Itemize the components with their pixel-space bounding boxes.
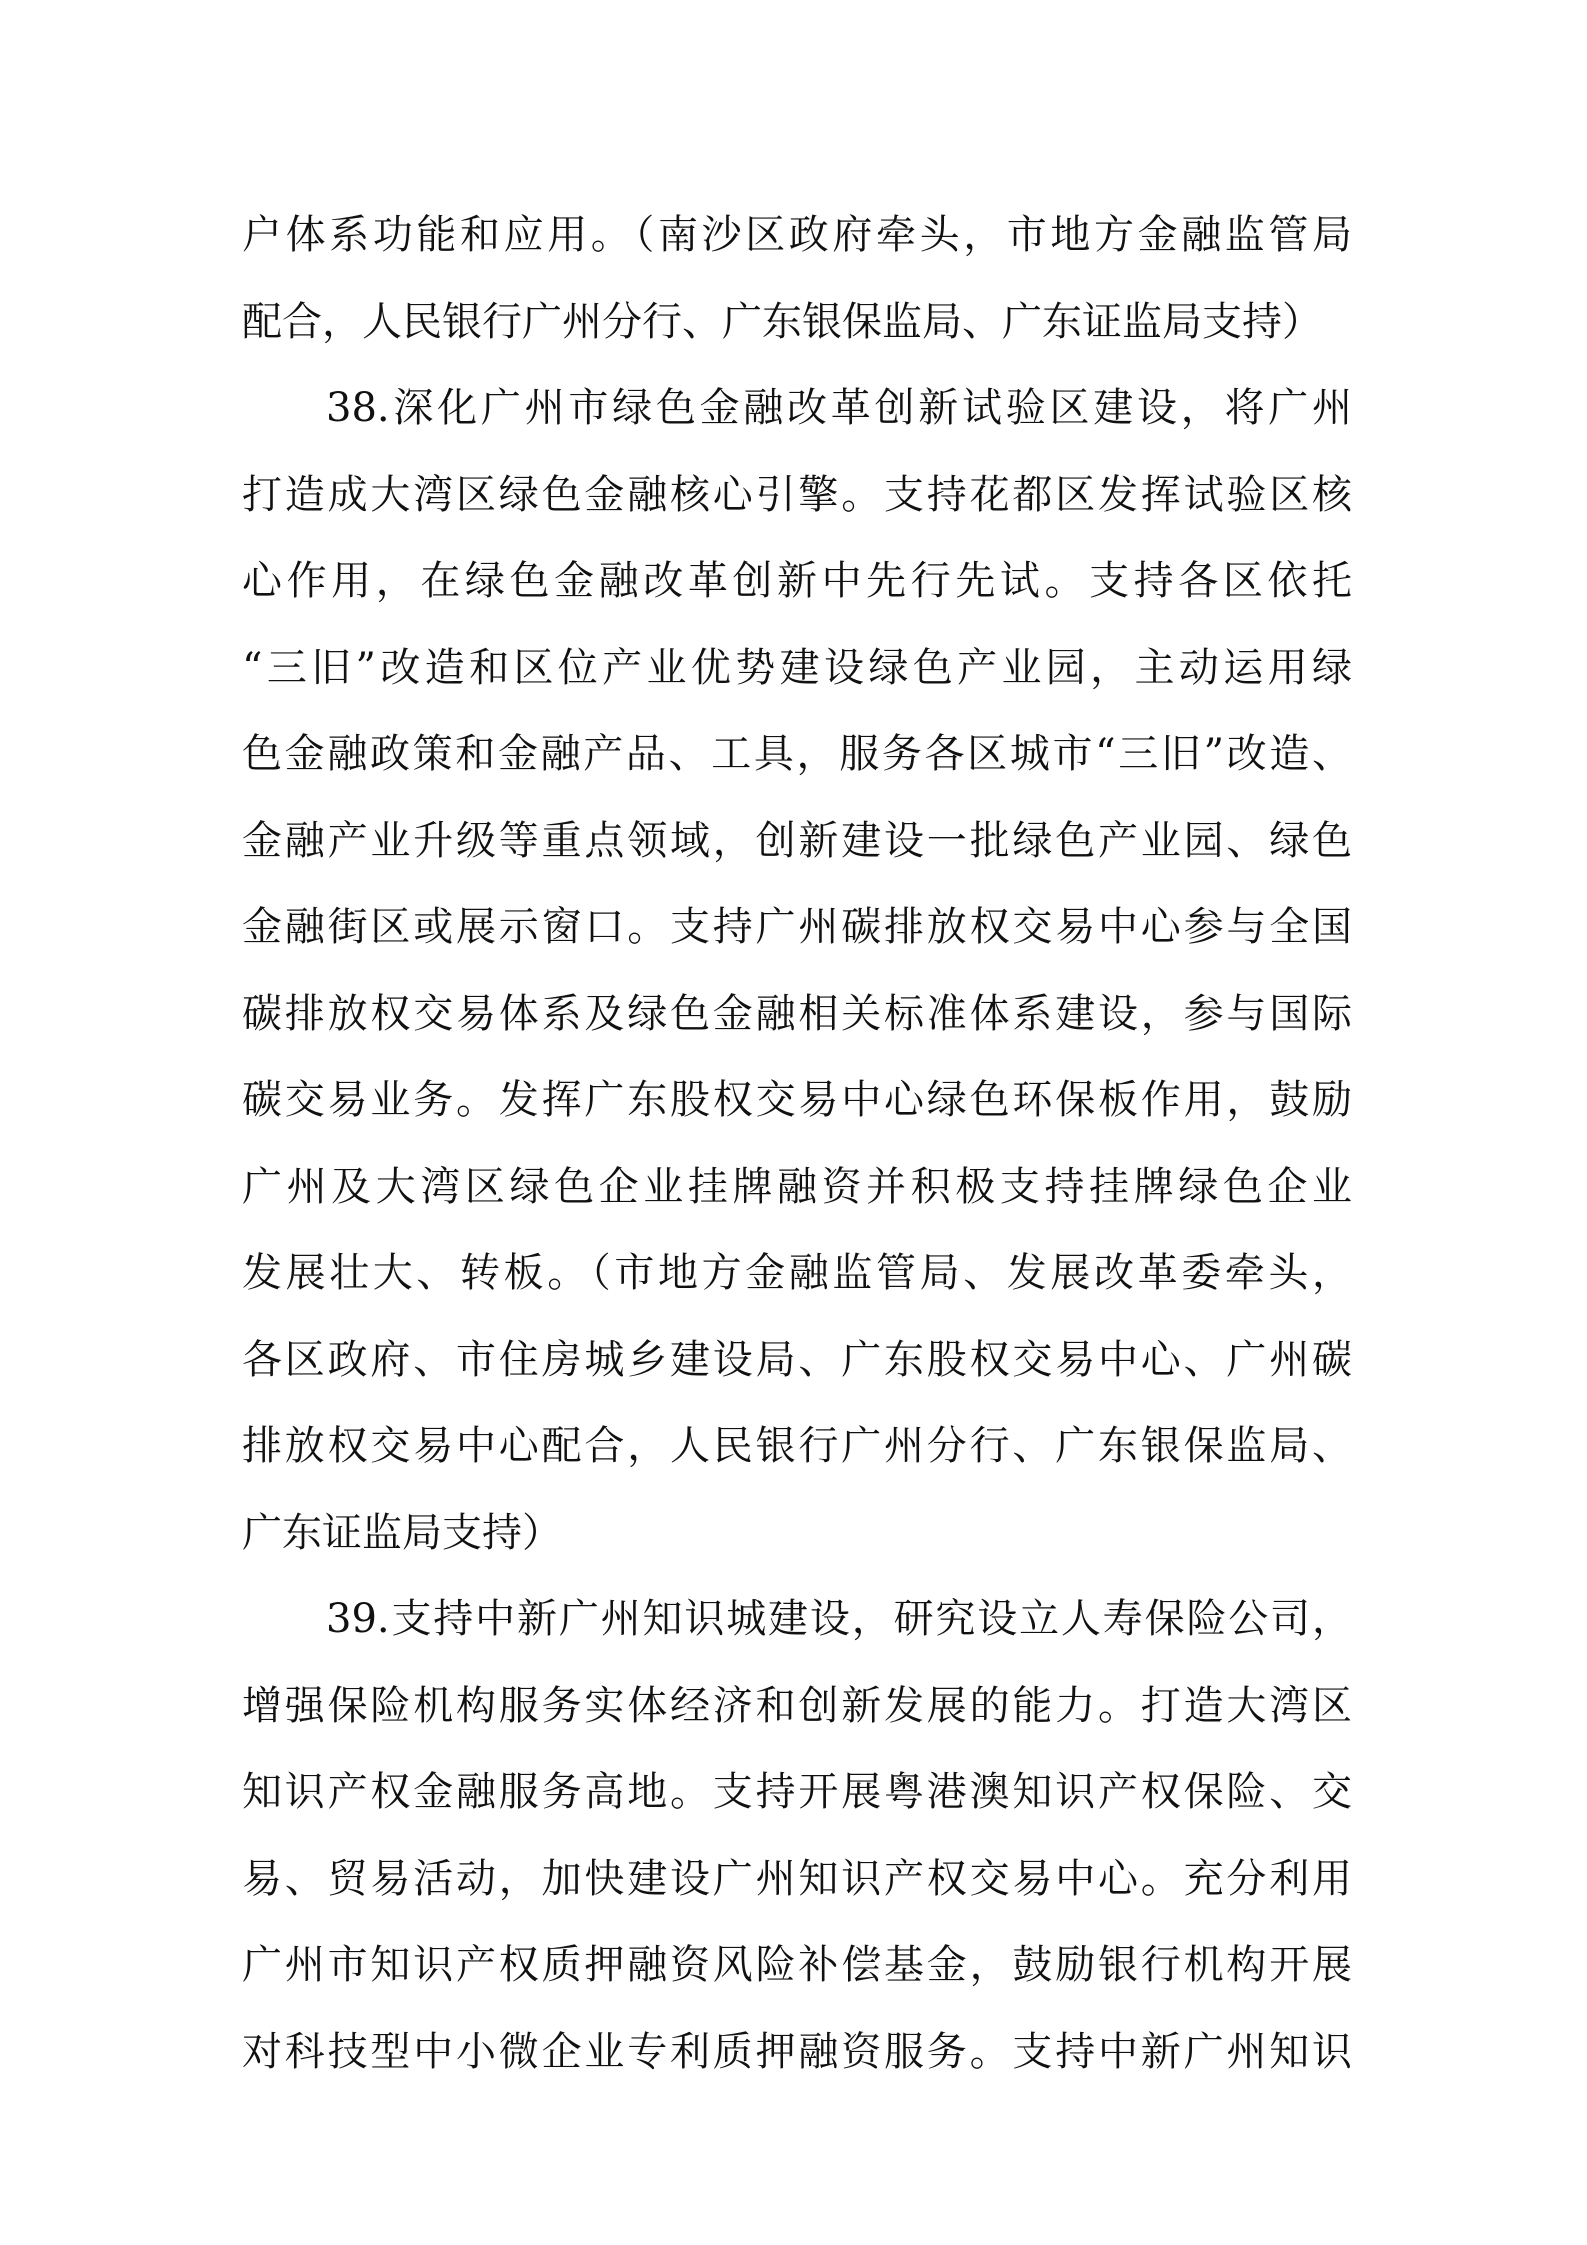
text-line: 广州及大湾区绿色企业挂牌融资并积极支持挂牌绿色企业 (242, 1163, 1352, 1210)
text-line: 心作用，在绿色金融改革创新中先行先试。支持各区依托 (242, 558, 1352, 604)
text-line: 增强保险机构服务实体经济和创新发展的能力。打造大湾区 (242, 1682, 1352, 1729)
text-line: 排放权交易中心配合，人民银行广州分行、广东银保监局、 (242, 1423, 1352, 1469)
text-line: 碳排放权交易体系及绿色金融相关标准体系建设，参与国际 (242, 990, 1352, 1037)
text-line: 金融街区或展示窗口。支持广州碳排放权交易中心参与全国 (242, 904, 1352, 950)
text-line: 各区政府、市住房城乡建设局、广东股权交易中心、广州碳 (242, 1336, 1352, 1383)
text-line: 金融产业升级等重点领域，创新建设一批绿色产业园、绿色 (242, 817, 1352, 864)
text-line: 碳交易业务。发挥广东股权交易中心绿色环保板作用，鼓励 (242, 1077, 1352, 1123)
text-line: 易、贸易活动，加快建设广州知识产权交易中心。充分利用 (242, 1855, 1352, 1902)
paragraph-39-start: 39.支持中新广州知识城建设，研究设立人寿保险公司， (326, 1596, 1352, 1642)
text-line: 广东证监局支持） (242, 1509, 562, 1556)
paragraph-38-start: 38.深化广州市绿色金融改革创新试验区建设，将广州 (326, 385, 1352, 431)
text-line: “三旧”改造和区位产业优势建设绿色产业园，主动运用绿 (242, 644, 1352, 691)
text-line: 打造成大湾区绿色金融核心引擎。支持花都区发挥试验区核 (242, 471, 1352, 518)
text-line: 广州市知识产权质押融资风险补偿基金，鼓励银行机构开展 (242, 1942, 1352, 1988)
text-line: 色金融政策和金融产品、工具，服务各区城市“三旧”改造、 (242, 731, 1352, 777)
body-text (242, 200, 1352, 2103)
text-line: 对科技型中小微企业专利质押融资服务。支持中新广州知识 (242, 2028, 1352, 2075)
text-line: 配合，人民银行广州分行、广东银保监局、广东证监局支持） (242, 298, 1322, 345)
text-line: 知识产权金融服务高地。支持开展粤港澳知识产权保险、交 (242, 1769, 1352, 1815)
text-line: 户体系功能和应用。（南沙区政府牵头，市地方金融监管局 (242, 212, 1352, 258)
text-line: 发展壮大、转板。（市地方金融监管局、发展改革委牵头， (242, 1250, 1352, 1296)
